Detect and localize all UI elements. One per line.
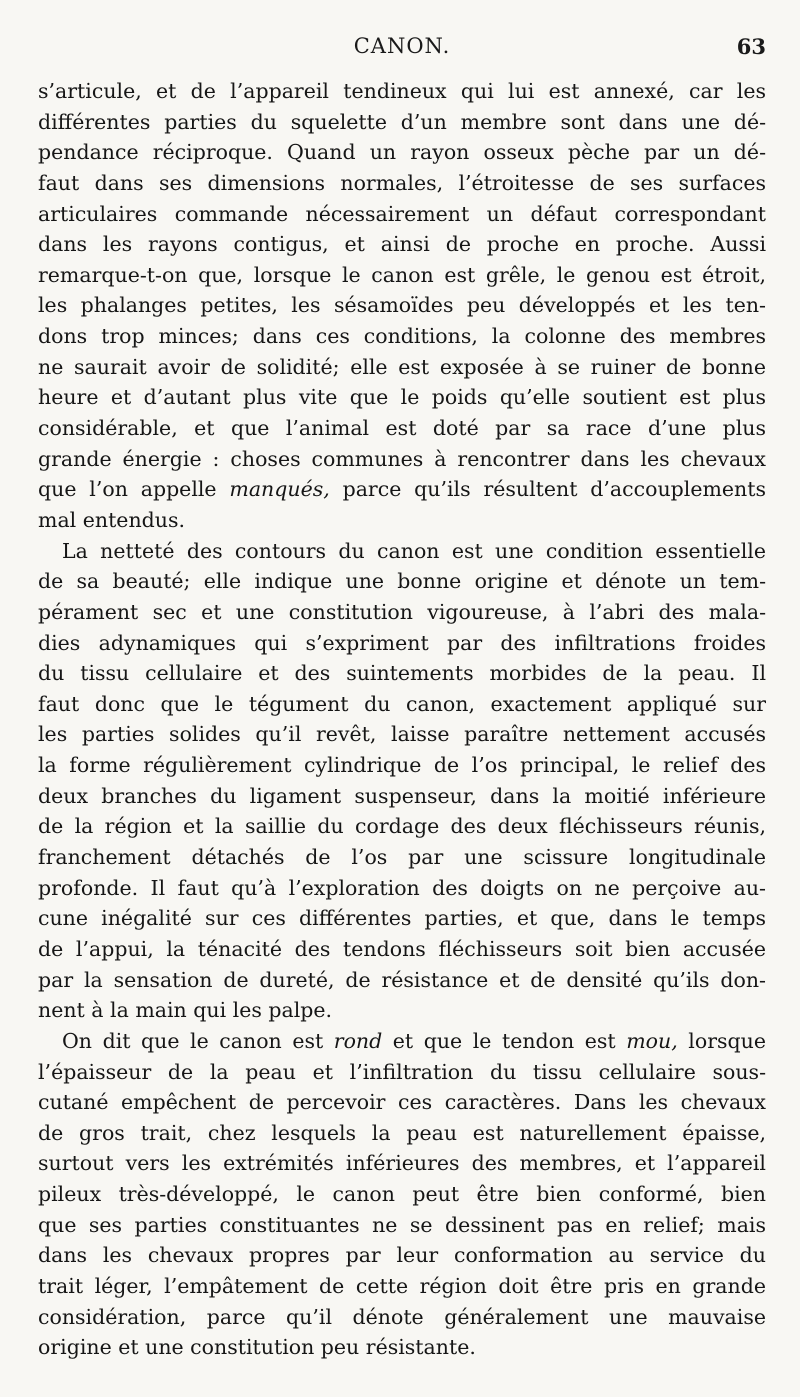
italic-term: manqués, [229, 477, 330, 502]
text-line: du tissu cellulaire et des suintements morbides de la peau. Il [38, 661, 766, 686]
body-text [38, 76, 766, 1363]
text-line: articulaires commande nécessairement un défaut correspondant [38, 201, 766, 226]
text-line: surtout vers les extrémités inférieures des membres, et l’appareil [38, 1151, 766, 1176]
page-header [38, 30, 766, 66]
text-line: ne saurait avoir de solidité; elle est exposée à se ruiner de bonne [38, 354, 766, 379]
text-line: trait léger, l’empâtement de cette région doit être pris en grande [38, 1273, 766, 1298]
text-line: les phalanges petites, les sésamoïdes peu développés et les ten- [38, 293, 766, 318]
text-line: les parties solides qu’il revêt, laisse paraître nettement accusés [38, 722, 766, 747]
text-span: lorsque [677, 1028, 766, 1053]
text-line: dans les chevaux propres par leur conformation au service du [38, 1243, 766, 1268]
text-line: considérable, et que l’animal est doté par sa race d’une plus [38, 416, 766, 441]
text-line: de la région et la saillie du cordage des deux fléchisseurs réunis, [38, 814, 766, 839]
text-line: que ses parties constituantes ne se dessinent pas en relief; mais [38, 1212, 766, 1237]
text-line: différentes parties du squelette d’un membre sont dans une dé- [38, 109, 766, 134]
text-line: de gros trait, chez lesquels la peau est naturellement épaisse, [38, 1120, 766, 1145]
text-line: par la sensation de dureté, de résistance et de densité qu’ils don- [38, 967, 766, 992]
text-line: profonde. Il faut qu’à l’exploration des doigts on ne perçoive au- [38, 875, 766, 900]
text-line: de sa beauté; elle indique une bonne origine et dénote un tem- [38, 569, 766, 594]
italic-term: rond [333, 1028, 383, 1053]
text-line: nent à la main qui les palpe. [38, 998, 333, 1023]
text-span: parce qu’ils résultent d’accouplements [329, 477, 766, 502]
text-line: deux branches du ligament suspenseur, dans la moitié inférieure [38, 783, 766, 808]
text-line: grande énergie : choses communes à rencontrer dans les chevaux [38, 446, 766, 471]
text-span: que l’on appelle [38, 477, 230, 502]
page-number: 63 [736, 34, 766, 59]
text-span: et que le tendon est [382, 1028, 627, 1053]
text-line [38, 474, 766, 505]
text-line: la forme régulièrement cylindrique de l’os principal, le relief des [38, 753, 766, 778]
text-line: remarque-t-on que, lorsque le canon est grêle, le genou est étroit, [38, 262, 766, 287]
text-line: origine et une constitution peu résistante. [38, 1335, 476, 1360]
italic-term: mou, [626, 1028, 678, 1053]
text-line: pendance réciproque. Quand un rayon osseux pèche par un dé- [38, 140, 766, 165]
text-line: considération, parce qu’il dénote généralement une mauvaise [38, 1304, 766, 1329]
text-line: faut donc que le tégument du canon, exactement appliqué sur [38, 691, 766, 716]
text-line: dons trop minces; dans ces conditions, la colonne des membres [38, 324, 766, 349]
text-line: s’articule, et de l’appareil tendineux qui lui est annexé, car les [38, 79, 766, 103]
text-line: mal entendus. [38, 507, 186, 532]
text-line: cutané empêchent de percevoir ces caractères. Dans les chevaux [38, 1090, 766, 1115]
text-line: franchement détachés de l’os par une scissure longitudinale [38, 845, 766, 870]
text-line: pileux très-développé, le canon peut être bien conformé, bien [38, 1182, 766, 1207]
text-span: On dit que le canon est [62, 1028, 334, 1053]
text-line: dans les rayons contigus, et ainsi de proche en proche. Aussi [38, 232, 766, 257]
text-line: de l’appui, la ténacité des tendons fléchisseurs soit bien accusée [38, 936, 766, 961]
text-line: cune inégalité sur ces différentes parties, et que, dans le temps [38, 906, 766, 931]
running-title: CANON. [353, 34, 451, 58]
text-line: l’épaisseur de la peau et l’infiltration du tissu cellulaire sous- [38, 1059, 766, 1084]
paragraph-start-line [38, 1026, 766, 1057]
text-line: pérament sec et une constitution vigoureuse, à l’abri des mala- [38, 599, 766, 624]
text-line: heure et d’autant plus vite que le poids qu’elle soutient est plus [38, 385, 766, 410]
text-line: faut dans ses dimensions normales, l’étroitesse de ses surfaces [38, 170, 766, 195]
text-line: dies adynamiques qui s’expriment par des infiltrations froides [38, 630, 766, 655]
paragraph-start-line: La netteté des contours du canon est une condition essentielle [62, 538, 766, 563]
